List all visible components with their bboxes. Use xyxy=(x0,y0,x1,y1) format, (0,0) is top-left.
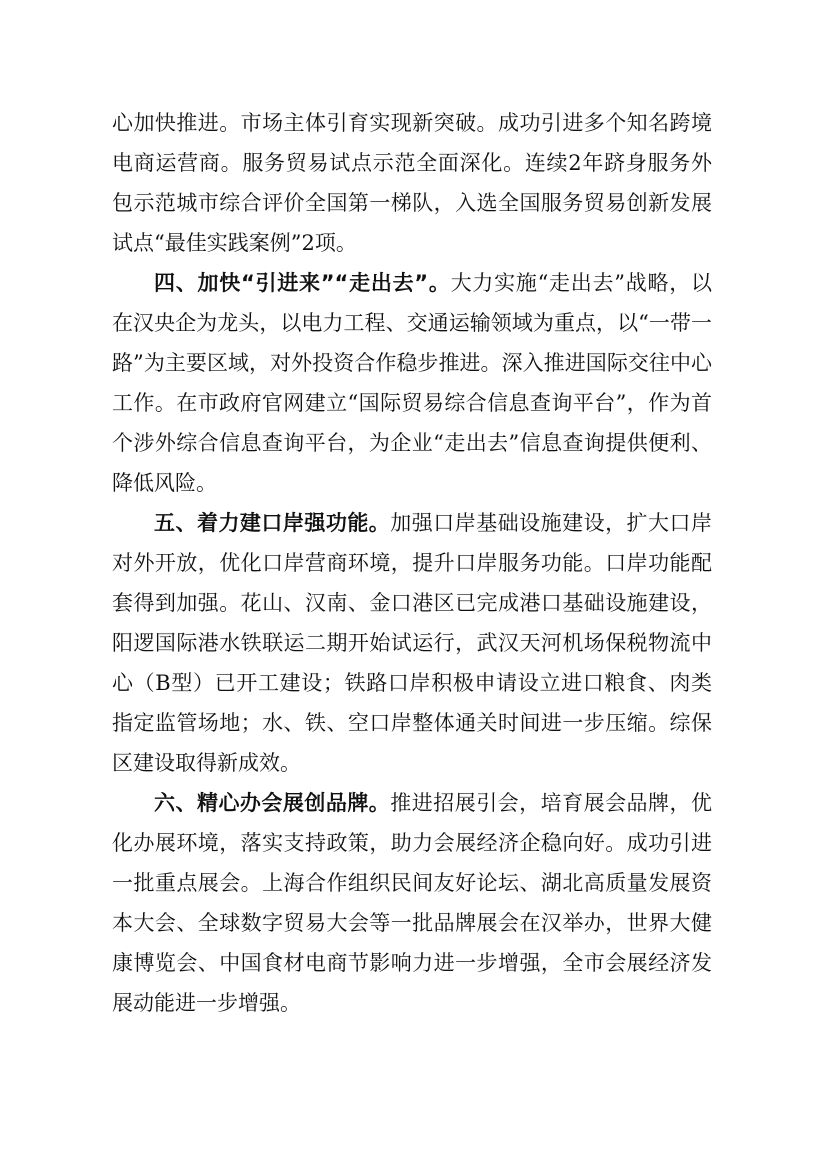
paragraph-text: 大力实施“走出去”战略，以在汉央企为龙头，以电力工程、交通运输领域为重点，以“一带一路”为主要区域，对外投资合作稳步推进。深入推进国际交往中心工作。在市政府官网建立“国际贸易综合信息查询平台”，作为首个涉外综合信息查询平台，为企业“走出去”信息查询提供便利、降低风险。 xyxy=(112,271,712,495)
section-heading-4: 四、加快“引进来”“走出去”。 xyxy=(154,271,451,295)
paragraph-section-4 xyxy=(112,263,712,503)
paragraph-section-6 xyxy=(112,783,712,1023)
paragraph-section-5 xyxy=(112,503,712,783)
paragraph-text: 加强口岸基础设施建设，扩大口岸对外开放，优化口岸营商环境，提升口岸服务功能。口岸功能配套得到加强。花山、汉南、金口港区已完成港口基础设施建设，阳逻国际港水铁联运二期开始试运行，武汉天河机场保税物流中心（B型）已开工建设；铁路口岸积极申请设立进口粮食、肉类指定监管场地；水、铁、空口岸整体通关时间进一步压缩。综保区建设取得新成效。 xyxy=(112,511,712,775)
paragraph-text: 推进招展引会，培育展会品牌，优化办展环境，落实支持政策，助力会展经济企稳向好。成功引进一批重点展会。上海合作组织民间友好论坛、湖北高质量发展资本大会、全球数字贸易大会等一批品牌展会在汉举办，世界大健康博览会、中国食材电商节影响力进一步增强，全市会展经济发展动能进一步增强。 xyxy=(112,791,712,1015)
section-heading-5: 五、着力建口岸强功能。 xyxy=(154,511,391,535)
section-heading-6: 六、精心办会展创品牌。 xyxy=(154,791,391,815)
document-body xyxy=(112,103,712,1023)
paragraph-continuation xyxy=(112,103,712,263)
paragraph-text: 心加快推进。市场主体引育实现新突破。成功引进多个知名跨境电商运营商。服务贸易试点示范全面深化。连续2年跻身服务外包示范城市综合评价全国第一梯队，入选全国服务贸易创新发展试点“最佳实践案例”2项。 xyxy=(112,111,712,255)
